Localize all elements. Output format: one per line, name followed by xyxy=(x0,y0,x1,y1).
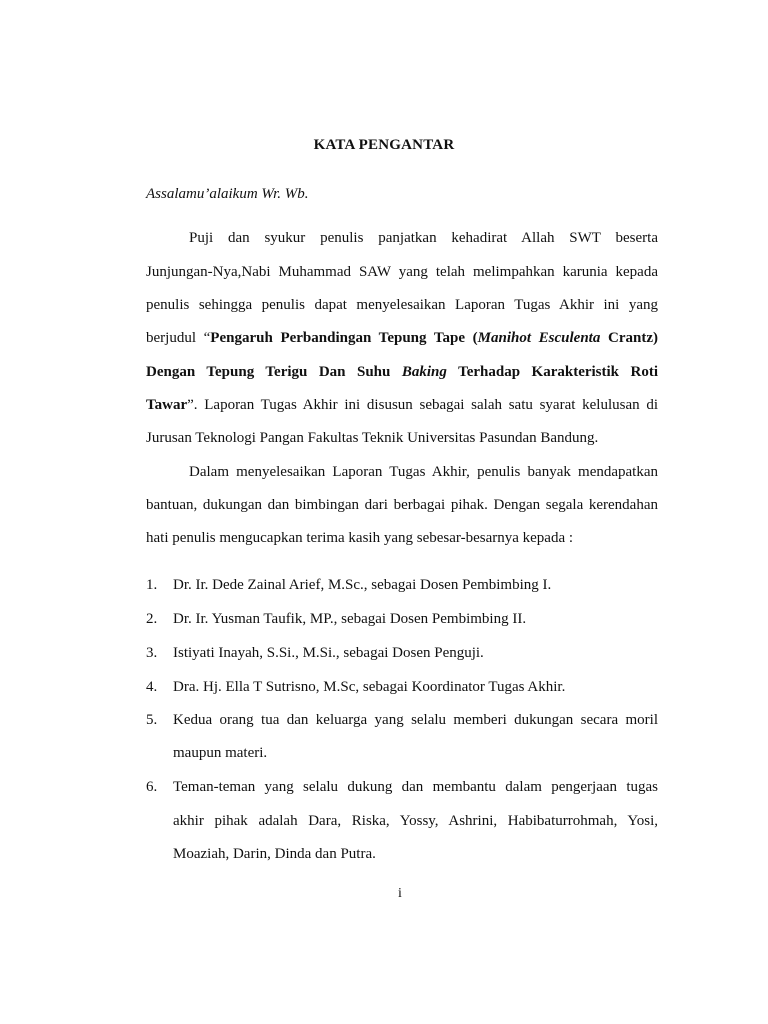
text-run: ”. Laporan Tugas Akhir ini disusun sebagai salah satu syarat kelulusan di xyxy=(187,397,658,413)
paragraph-line: penulis sehingga penulis dapat menyelesaikan Laporan Tugas Akhir ini yang xyxy=(146,297,658,313)
title-run: Tawar xyxy=(146,397,188,413)
page-title: KATA PENGANTAR xyxy=(313,137,455,153)
list-item-continuation: Moaziah, Darin, Dinda dan Putra. xyxy=(173,846,376,862)
paragraph-line xyxy=(146,328,658,348)
list-item: Dr. Ir. Yusman Taufik, MP., sebagai Dosen Pembimbing II. xyxy=(173,611,527,627)
list-item: Dra. Hj. Ella T Sutrisno, M.Sc, sebagai Koordinator Tugas Akhir. xyxy=(173,679,566,695)
paragraph-line: bantuan, dukungan dan bimbingan dari berbagai pihak. Dengan segala kerendahan xyxy=(146,497,658,513)
list-number: 2. xyxy=(146,611,158,627)
salutation: Assalamu’alaikum Wr. Wb. xyxy=(146,186,309,202)
list-number: 5. xyxy=(146,712,158,728)
paragraph-line: Jurusan Teknologi Pangan Fakultas Teknik Universitas Pasundan Bandung. xyxy=(146,430,599,446)
list-item-continuation: maupun materi. xyxy=(173,745,268,761)
title-run: Crantz) xyxy=(600,330,658,346)
title-run-italic: Manihot Esculenta xyxy=(477,330,601,346)
title-run-italic: Baking xyxy=(401,364,447,380)
paragraph-line: Junjungan-Nya,Nabi Muhammad SAW yang telah melimpahkan karunia kepada xyxy=(146,264,658,280)
list-number: 4. xyxy=(146,679,158,695)
list-number: 3. xyxy=(146,645,158,661)
list-item: Teman-teman yang selalu dukung dan membantu dalam pengerjaan tugas xyxy=(173,779,658,795)
list-number: 1. xyxy=(146,577,158,593)
title-run: Pengaruh Perbandingan Tepung Tape ( xyxy=(210,330,478,346)
list-item-continuation: akhir pihak adalah Dara, Riska, Yossy, Ashrini, Habibaturrohmah, Yosi, xyxy=(173,813,658,829)
paragraph-line: Dalam menyelesaikan Laporan Tugas Akhir, penulis banyak mendapatkan xyxy=(189,464,658,480)
paragraph-line: Puji dan syukur penulis panjatkan kehadirat Allah SWT beserta xyxy=(189,230,658,246)
text-run: berjudul “ xyxy=(146,330,211,346)
title-run: Terhadap Karakteristik Roti xyxy=(446,364,658,380)
list-item: Istiyati Inayah, S.Si., M.Si., sebagai Dosen Penguji. xyxy=(173,645,484,661)
paragraph-line xyxy=(146,395,658,415)
title-run: Dengan Tepung Terigu Dan Suhu xyxy=(146,364,402,380)
list-item: Dr. Ir. Dede Zainal Arief, M.Sc., sebagai Dosen Pembimbing I. xyxy=(173,577,552,593)
paragraph-line: hati penulis mengucapkan terima kasih yang sebesar-besarnya kepada : xyxy=(146,530,574,546)
list-number: 6. xyxy=(146,779,158,795)
list-item: Kedua orang tua dan keluarga yang selalu memberi dukungan secara moril xyxy=(173,712,658,728)
page-number: i xyxy=(398,886,402,901)
paragraph-line xyxy=(146,362,658,382)
